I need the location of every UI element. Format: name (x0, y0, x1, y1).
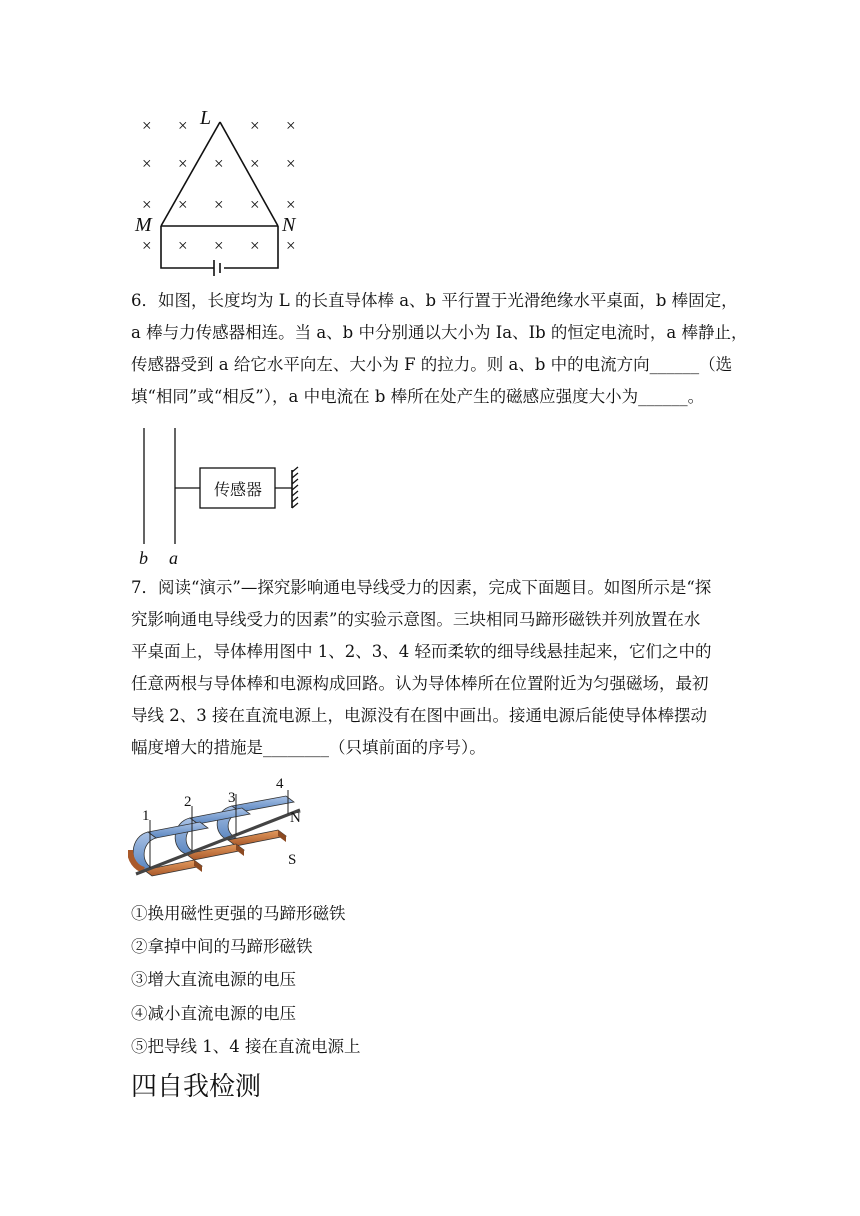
wire-label-4: 4 (276, 776, 284, 792)
field-cross: × (214, 236, 224, 255)
wire-label-1: 1 (142, 808, 150, 824)
field-cross: × (250, 154, 260, 173)
q6-line: 传感器受到 a 给它水平向左、大小为 F 的拉力。则 a、b 中的电流方向______（选 (131, 355, 733, 374)
option-4: ④减小直流电源的电压 (131, 1004, 296, 1023)
field-cross: × (250, 236, 260, 255)
q6-line: 6．如图，长度均为 L 的长直导体棒 a、b 平行置于光滑绝缘水平桌面，b 棒固定， (131, 291, 738, 310)
q6-line: a 棒与力传感器相连。当 a、b 中分别通以大小为 Ia、Ib 的恒定电流时，a 棒静止， (131, 323, 748, 342)
field-cross: × (286, 195, 296, 214)
field-cross: × (142, 195, 152, 214)
label-M: M (135, 214, 152, 236)
field-cross: × (142, 236, 152, 255)
section-heading: 四自我检测 (131, 1072, 262, 1102)
wire-label-2: 2 (184, 794, 192, 810)
sensor-label: 传感器 (214, 482, 263, 499)
field-cross: × (286, 236, 296, 255)
field-cross: × (214, 195, 224, 214)
q7-line: 幅度增大的措施是________（只填前面的序号）。 (131, 738, 486, 757)
pole-label-S: S (288, 852, 297, 868)
option-1: ①换用磁性更强的马蹄形磁铁 (131, 904, 346, 923)
option-2: ②拿掉中间的马蹄形磁铁 (131, 937, 313, 956)
option-5: ⑤把导线 1、4 接在直流电源上 (131, 1037, 361, 1056)
field-cross: × (214, 154, 224, 173)
field-cross: × (250, 116, 260, 135)
label-N: N (282, 214, 296, 236)
field-cross: × (286, 154, 296, 173)
label-b: b (139, 548, 148, 568)
q7-line: 平桌面上，导体棒用图中 1、2、3、4 轻而柔软的细导线悬挂起来，它们之中的 (131, 642, 712, 661)
figure-rods-sensor (130, 422, 320, 572)
field-cross: × (178, 154, 188, 173)
q7-line: 任意两根与导体棒和电源构成回路。认为导体棒所在位置附近为匀强磁场，最初 (131, 674, 709, 693)
wire-label-3: 3 (228, 790, 236, 806)
q7-line: 导线 2、3 接在直流电源上，电源没有在图中画出。接通电源后能使导体棒摆动 (131, 706, 707, 725)
field-cross: × (142, 154, 152, 173)
option-3: ③增大直流电源的电压 (131, 970, 296, 989)
figure-horseshoe-magnets (128, 776, 328, 894)
label-L: L (200, 107, 212, 129)
q7-line: 7．阅读“演示”—探究影响通电导线受力的因素，完成下面题目。如图所示是“探 (131, 578, 712, 597)
figure-triangle-circuit (130, 100, 310, 280)
field-cross: × (178, 195, 188, 214)
field-cross: × (178, 116, 188, 135)
field-cross: × (286, 116, 296, 135)
label-a: a (169, 548, 178, 568)
question-7 (131, 572, 731, 764)
q6-line: 填“相同”或“相反”），a 中电流在 b 棒所在处产生的磁感应强度大小为______。 (131, 387, 705, 406)
question-6 (131, 285, 748, 413)
field-cross: × (142, 116, 152, 135)
field-cross: × (178, 236, 188, 255)
field-cross: × (250, 195, 260, 214)
q7-line: 究影响通电导线受力的因素”的实验示意图。三块相同马蹄形磁铁并列放置在水 (131, 610, 701, 629)
pole-label-N: N (290, 810, 301, 826)
